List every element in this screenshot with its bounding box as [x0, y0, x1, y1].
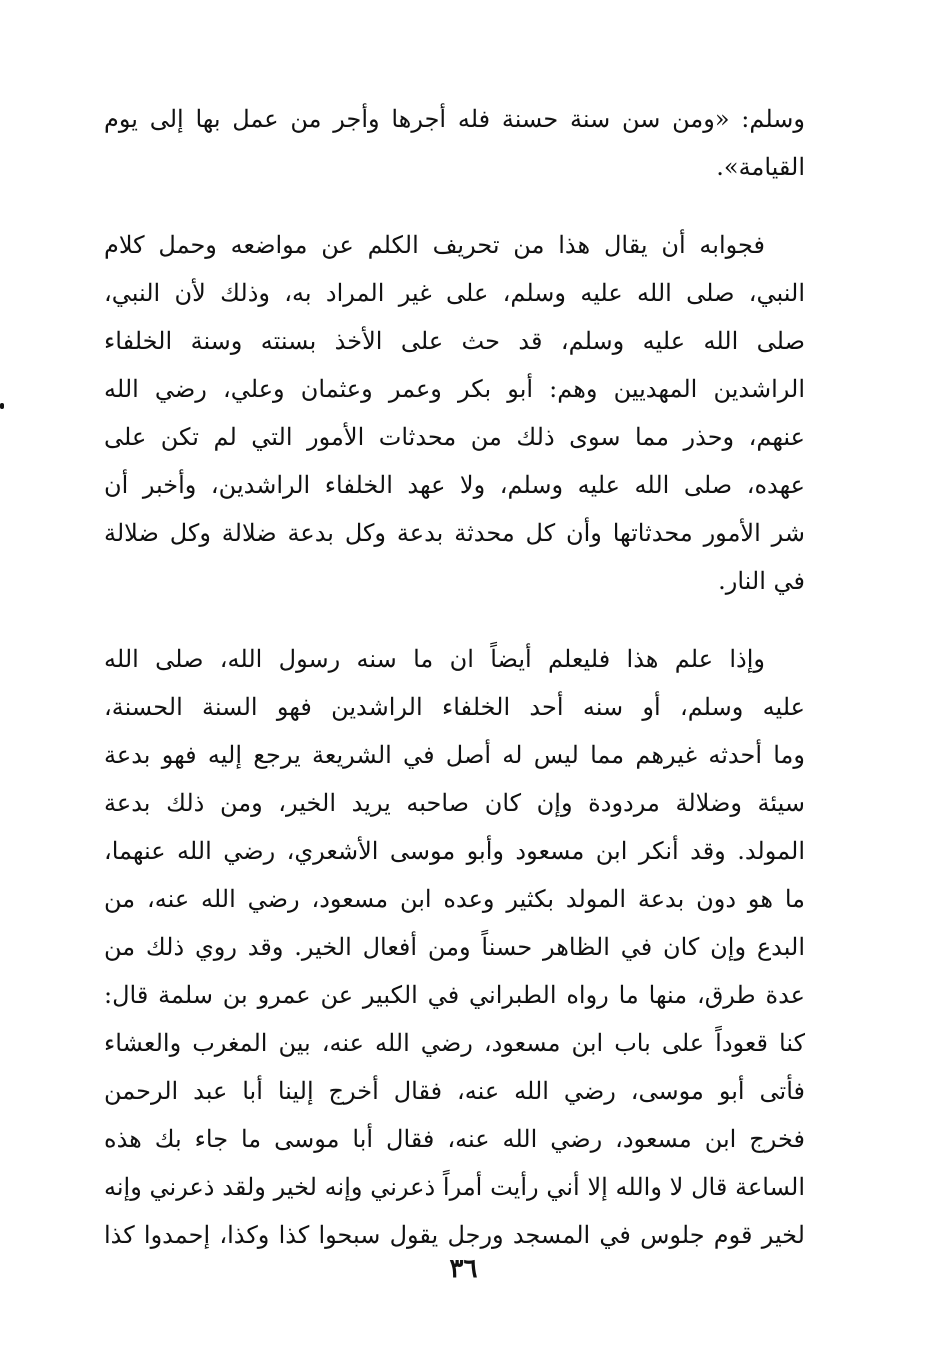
- text-line: وسلم: «ومن سن سنة حسنة فله أجرها وأجر من عمل بها إلى يوم: [104, 105, 805, 133]
- text-line: النبي، صلى الله عليه وسلم، على غير المراد به، وذلك لأن النبي،: [104, 279, 805, 307]
- text-line: وإذا علم هذا فليعلم أيضاً ان ما سنه رسول الله، صلى الله: [104, 645, 765, 673]
- page-number: ٣٦: [449, 1254, 478, 1284]
- text-line: شر الأمور محدثاتها وأن كل محدثة بدعة وكل بدعة ضلالة وكل ضلالة: [104, 519, 805, 547]
- text-line: سيئة وضلالة مردودة وإن كان صاحبه يريد الخير، ومن ذلك بدعة: [104, 789, 805, 817]
- text-line: فأتى أبو موسى، رضي الله عنه، فقال أخرج إلينا أبا عبد الرحمن: [104, 1077, 805, 1105]
- body-text: [104, 95, 805, 1259]
- text-line: لخير قوم جلوس في المسجد ورجل يقول سبحوا كذا وكذا، إحمدوا كذا: [104, 1221, 805, 1249]
- paragraph-1: [104, 95, 805, 191]
- text-line: فجوابه أن يقال هذا من تحريف الكلم عن مواضعه وحمل كلام: [104, 231, 765, 259]
- text-line: البدع وإن كان في الظاهر حسناً ومن أفعال الخير. وقد روي ذلك من: [104, 933, 805, 961]
- text-line: في النار.: [718, 567, 805, 595]
- text-line: عدة طرق، منها ما رواه الطبراني في الكبير عن عمرو بن سلمة قال:: [104, 981, 805, 1009]
- text-line: ما هو دون بدعة المولد بكثير وعده ابن مسعود، رضي الله عنه، من: [104, 885, 805, 913]
- paragraph-2: [104, 221, 805, 605]
- paragraph-3: [104, 635, 805, 1259]
- text-line: وما أحدثه غيرهم مما ليس له أصل في الشريعة يرجع إليه فهو بدعة: [104, 741, 805, 769]
- text-line: عنهم، وحذر مما سوى ذلك من محدثات الأمور التي لم تكن على: [104, 423, 805, 451]
- text-line: كنا قعوداً على باب ابن مسعود، رضي الله عنه، بين المغرب والعشاء: [104, 1029, 805, 1057]
- text-line: عهده، صلى الله عليه وسلم، ولا عهد الخلفاء الراشدين، وأخبر أن: [104, 471, 805, 499]
- text-line: صلى الله عليه وسلم، قد حث على الأخذ بسنته وسنة الخلفاء: [104, 327, 805, 355]
- text-line: المولد. وقد أنكر ابن مسعود وأبو موسى الأشعري، رضي الله عنهما،: [104, 837, 805, 865]
- text-line: عليه وسلم، أو سنه أحد الخلفاء الراشدين فهو السنة الحسنة،: [104, 693, 805, 721]
- scan-edge-mark: [0, 403, 4, 409]
- text-line: الراشدين المهديين وهم: أبو بكر وعمر وعثمان وعلي، رضي الله: [104, 375, 805, 403]
- text-line: الساعة قال لا والله إلا أني رأيت أمراً ذعرني وإنه لخير ولقد ذعرني وإنه: [104, 1173, 805, 1201]
- text-line: القيامة».: [716, 153, 805, 181]
- text-line: فخرج ابن مسعود، رضي الله عنه، فقال أبا موسى ما جاء بك هذه: [104, 1125, 805, 1153]
